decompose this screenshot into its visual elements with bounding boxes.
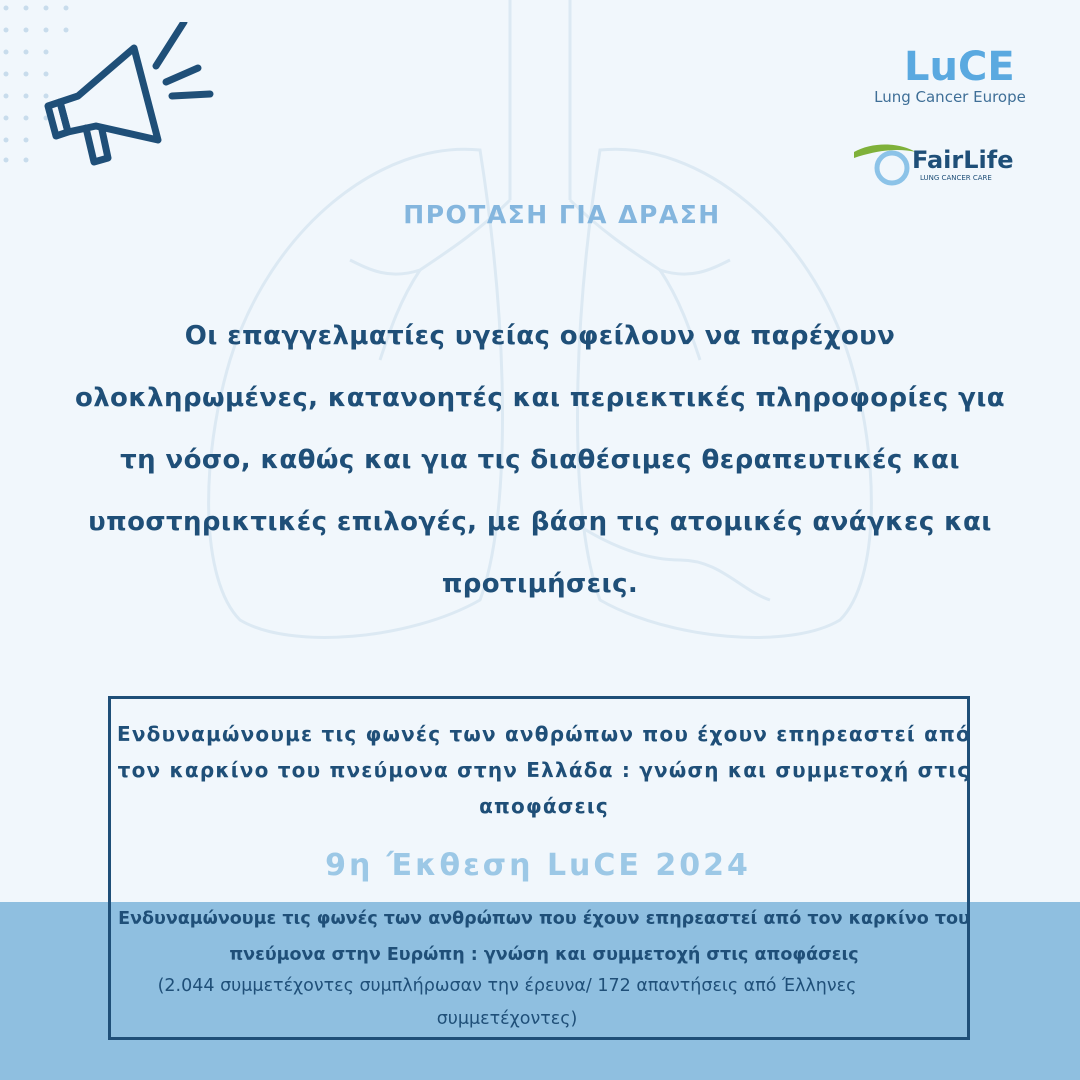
report-title: Ενδυναμώνουμε τις φωνές των ανθρώπων που έχουν επηρεαστεί από τον καρκίνο του πνεύμονα στην Ευρώπη : γνώση και συμμετοχή στις αποφάσεις xyxy=(118,909,970,965)
report-intro: Ενδυναμώνουμε τις φωνές των ανθρώπων που έχουν επηρεαστεί από τον καρκίνο του πνεύμονα στην Ελλάδα : γνώση και συμμετοχή στις αποφάσεις xyxy=(117,722,971,818)
report-edition: 9η Έκθεση LuCE 2024 xyxy=(325,848,751,883)
report-note: (2.044 συμμετέχοντες συμπλήρωσαν την έρευνα/ 172 απαντήσεις από Έλληνες συμμετέχοντες) xyxy=(157,976,857,1029)
fairlife-logo xyxy=(852,138,1032,188)
luce-caption: Lung Cancer Europe xyxy=(874,88,1026,106)
luce-wordmark: LuCE xyxy=(904,44,1015,90)
page-headline: ΠΡΟΤΑΣΗ ΓΙΑ ΔΡΑΣΗ xyxy=(403,200,721,229)
megaphone-icon xyxy=(38,22,218,182)
fairlife-name: FairLife xyxy=(912,146,1014,174)
fairlife-circle-icon xyxy=(877,153,907,183)
fairlife-tagline: LUNG CANCER CARE xyxy=(920,174,992,182)
call-to-action-statement: Οι επαγγελματίες υγείας οφείλουν να παρέχουν ολοκληρωμένες, κατανοητές και περιεκτικές πληροφορίες για τη νόσο, καθώς και για τις διαθέσιμες θεραπευτικές και υποστηρικτικές επιλογές, με βάση τις ατομικές ανάγκες και προτιμήσεις. xyxy=(74,321,1006,599)
